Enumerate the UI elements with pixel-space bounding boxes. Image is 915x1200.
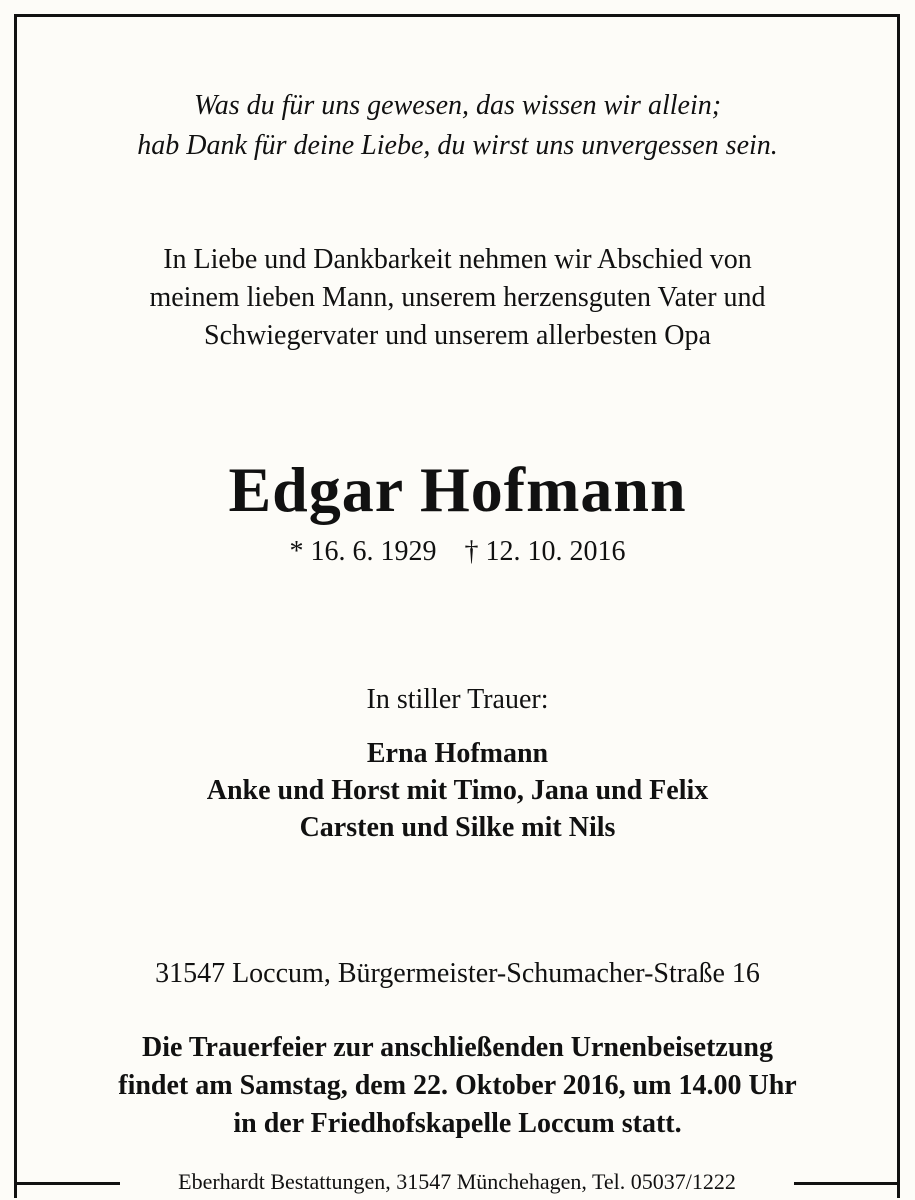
intro-line-2: meinem lieben Mann, unserem herzensguten Vater und	[149, 282, 766, 313]
life-dates: * 16. 6. 1929 † 12. 10. 2016	[289, 536, 626, 567]
mourning-label: In stiller Trauer:	[366, 684, 549, 715]
verse-line-1: Was du für uns gewesen, das wissen wir allein;	[193, 90, 722, 121]
funeral-home-info: Eberhardt Bestattungen, 31547 Münchehagen, Tel. 05037/1222	[178, 1169, 736, 1194]
notice-border	[14, 14, 900, 1198]
service-line-1: Die Trauerfeier zur anschließenden Urnenbeisetzung	[142, 1032, 773, 1063]
deceased-name: Edgar Hofmann	[228, 454, 687, 525]
intro-line-1: In Liebe und Dankbarkeit nehmen wir Abschied von	[163, 244, 752, 275]
mourner-name: Anke und Horst mit Timo, Jana und Felix	[206, 775, 709, 806]
service-line-2: findet am Samstag, dem 22. Oktober 2016, um 14.00 Uhr	[118, 1070, 797, 1101]
mourner-name: Erna Hofmann	[366, 738, 549, 769]
footer	[14, 1166, 900, 1200]
mourner-name: Carsten und Silke mit Nils	[299, 812, 616, 843]
verse-line-2: hab Dank für deine Liebe, du wirst uns unvergessen sein.	[137, 130, 778, 161]
family-address: 31547 Loccum, Bürgermeister-Schumacher-Straße 16	[155, 958, 760, 989]
intro-line-3: Schwiegervater und unserem allerbesten Opa	[204, 320, 711, 351]
service-line-3: in der Friedhofskapelle Loccum statt.	[233, 1108, 682, 1139]
